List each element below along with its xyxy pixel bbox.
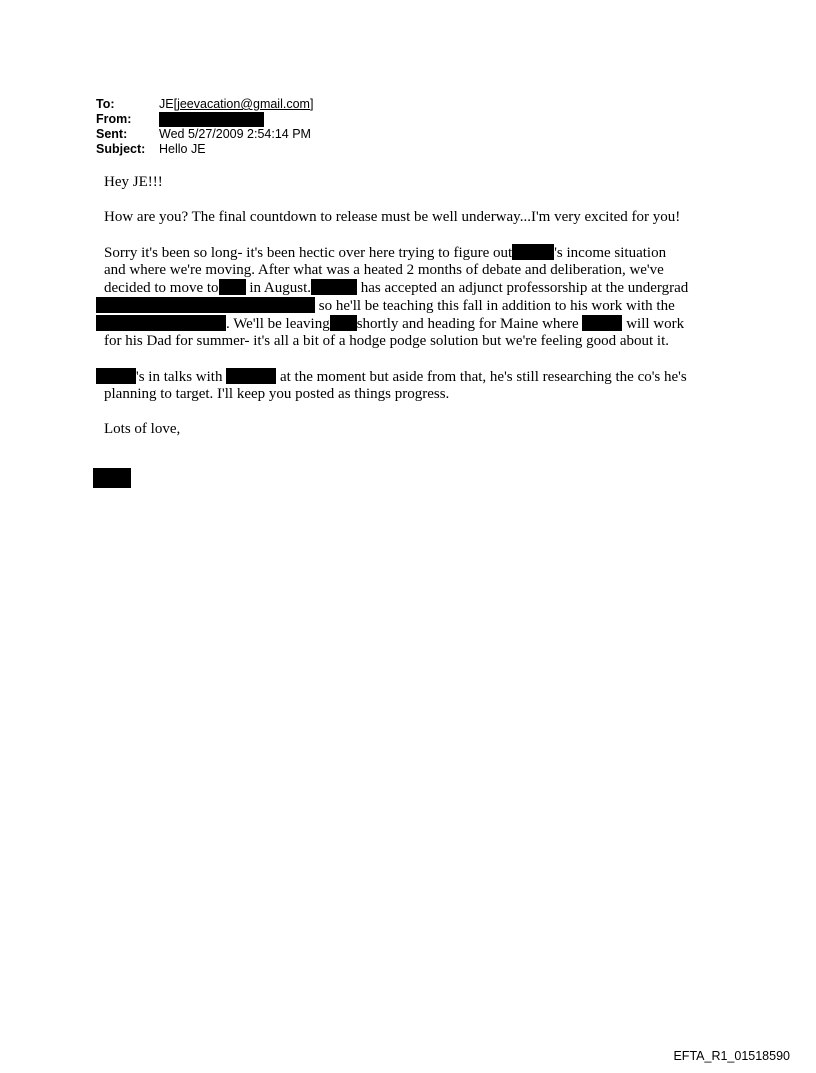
- subject-label: Subject:: [96, 141, 146, 156]
- paragraph-3: [104, 368, 744, 403]
- redaction-block: [96, 368, 136, 384]
- redaction-block: [96, 297, 315, 313]
- text-segment: . We'll be leaving: [226, 316, 330, 332]
- to-row: [96, 97, 313, 112]
- paragraph-3-line-1: [96, 368, 744, 386]
- from-label: From:: [96, 111, 132, 126]
- from-row: [96, 112, 313, 128]
- email-header: [96, 97, 313, 156]
- from-value: [159, 112, 264, 128]
- to-email-link[interactable]: jeevacation@gmail.com: [177, 97, 310, 111]
- paragraph-3-line-2: planning to target. I'll keep you posted as things progress.: [104, 386, 450, 402]
- signature-redaction: [93, 468, 131, 488]
- sent-label: Sent:: [96, 127, 128, 141]
- paragraph-2-line-5: [96, 315, 744, 333]
- text-segment: has accepted an adjunct professorship at the undergrad: [360, 280, 689, 296]
- text-segment: will work: [626, 316, 685, 332]
- sent-row: [96, 127, 313, 142]
- sent-value: Wed 5/27/2009 2:54:14 PM: [159, 127, 311, 141]
- redaction-block: [159, 112, 264, 127]
- to-suffix: ]: [309, 97, 314, 111]
- paragraph-2-line-2: and where we're moving. After what was a heated 2 months of debate and deliberation, we've: [104, 262, 664, 278]
- redaction-block: [311, 279, 357, 295]
- text-segment: at the moment but aside from that, he's still researching the co's he's: [279, 369, 687, 385]
- subject-value: Hello JE: [159, 141, 206, 156]
- text-segment: Sorry it's been so long- it's been hectic over here trying to figure out: [104, 245, 513, 261]
- greeting: Hey JE!!!: [104, 174, 163, 190]
- text-segment: 's in talks with: [136, 369, 223, 385]
- paragraph-2-line-6: for his Dad for summer- it's all a bit of a hodge podge solution but we're feeling good about it.: [104, 333, 669, 349]
- paragraph-2-line-1: [104, 244, 744, 262]
- redaction-block: [330, 315, 357, 331]
- closing: Lots of love,: [104, 421, 181, 437]
- paragraph-2-line-4: [96, 297, 744, 315]
- redaction-block: [512, 244, 554, 260]
- text-segment: decided to move to: [104, 280, 219, 296]
- to-prefix: JE[: [159, 97, 178, 111]
- paragraph-2: [104, 244, 744, 350]
- paragraph-1: How are you? The final countdown to release must be well underway...I'm very excited for you!: [104, 209, 681, 225]
- paragraph-2-line-3: [104, 279, 744, 297]
- to-value: [159, 97, 313, 112]
- redaction-block: [219, 279, 246, 295]
- to-label: To:: [96, 97, 115, 111]
- redaction-block: [96, 315, 226, 331]
- subject-row: [96, 142, 313, 157]
- redaction-block: [582, 315, 622, 331]
- text-segment: so he'll be teaching this fall in addition to his work with the: [318, 298, 675, 314]
- text-segment: 's income situation: [554, 245, 667, 261]
- redaction-block: [226, 368, 276, 384]
- text-segment: shortly and heading for Maine where: [356, 316, 579, 332]
- document-id: EFTA_R1_01518590: [673, 1049, 790, 1063]
- text-segment: in August.: [249, 280, 311, 296]
- email-body: [104, 174, 744, 456]
